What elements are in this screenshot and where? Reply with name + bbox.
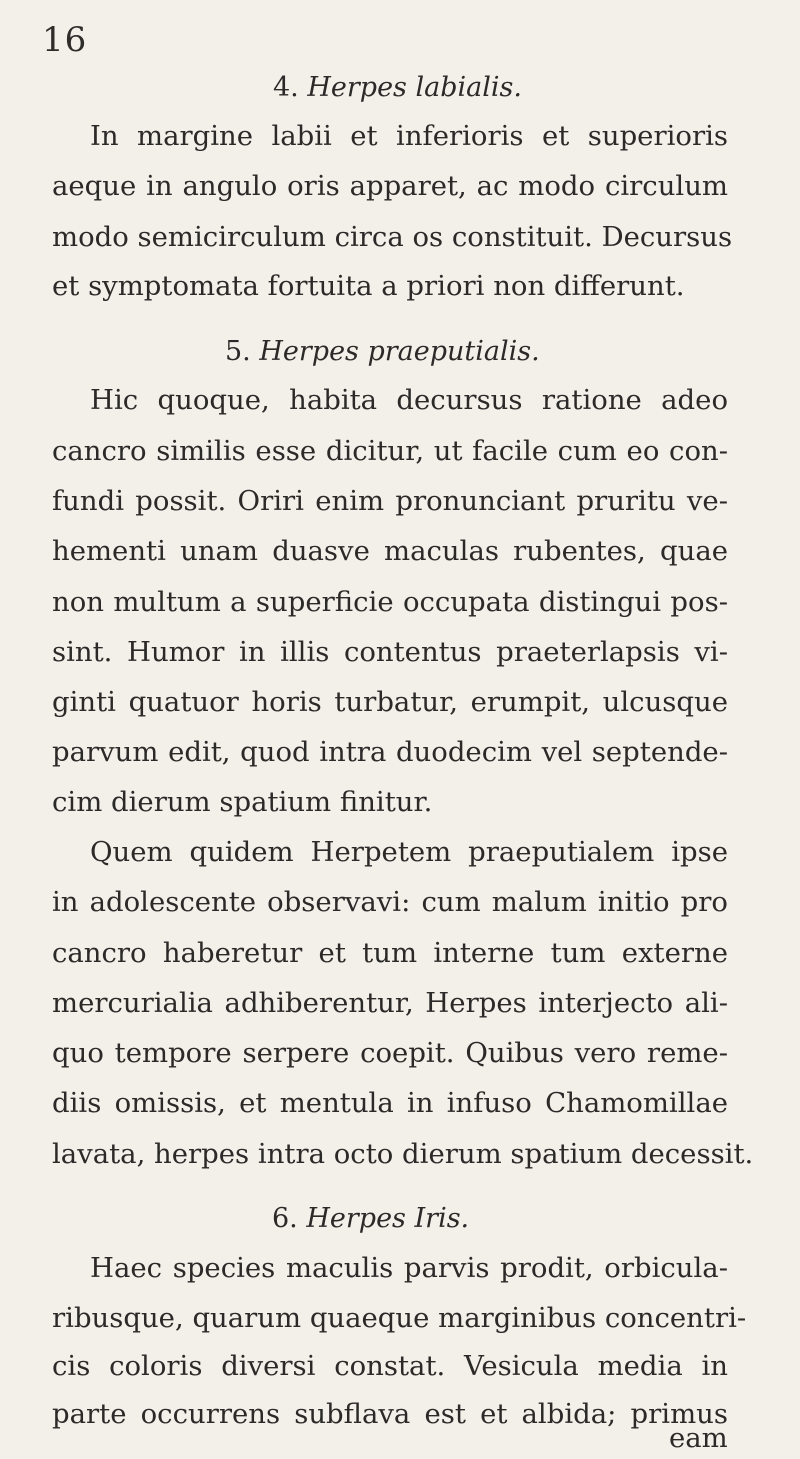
section-title: Herpes Iris. bbox=[306, 1203, 470, 1234]
text-line: non multum a superficie occupata distingui pos- bbox=[52, 586, 728, 618]
section-heading-5 bbox=[225, 336, 540, 367]
text-line: aeque in angulo oris apparet, ac modo circulum bbox=[52, 170, 728, 202]
text-line: Quem quidem Herpetem praeputialem ipse bbox=[90, 836, 728, 868]
text-line: ribusque, quarum quaeque marginibus concentri- bbox=[52, 1302, 747, 1334]
section-number: 4. bbox=[273, 72, 299, 103]
text-line: cim dierum spatium finitur. bbox=[52, 786, 433, 818]
section-number: 5. bbox=[225, 336, 251, 367]
text-line: quo tempore serpere coepit. Quibus vero reme- bbox=[52, 1037, 728, 1069]
text-line: cancro similis esse dicitur, ut facile cum eo con- bbox=[52, 435, 728, 467]
section-title: Herpes labialis. bbox=[307, 72, 522, 103]
section-heading-6 bbox=[272, 1203, 469, 1234]
text-line: Haec species maculis parvis prodit, orbicula- bbox=[90, 1252, 728, 1284]
text-line: sint. Humor in illis contentus praeterlapsis vi- bbox=[52, 636, 728, 668]
text-line: ginti quatuor horis turbatur, erumpit, ulcusque bbox=[52, 686, 728, 718]
text-line: parvum edit, quod intra duodecim vel septende- bbox=[52, 736, 728, 768]
section-heading-4 bbox=[273, 72, 522, 103]
text-line: mercurialia adhiberentur, Herpes interjecto ali- bbox=[52, 987, 728, 1019]
text-line: fundi possit. Oriri enim pronunciant pruritu ve- bbox=[52, 485, 728, 517]
text-line: hementi unam duasve maculas rubentes, quae bbox=[52, 535, 728, 567]
text-line: cancro haberetur et tum interne tum externe bbox=[52, 937, 728, 969]
section-title: Herpes praeputialis. bbox=[259, 336, 540, 367]
text-line: et symptomata fortuita a priori non differunt. bbox=[52, 270, 685, 302]
text-line: parte occurrens subflava est et albida; primus bbox=[52, 1398, 728, 1430]
catchword: eam bbox=[669, 1422, 728, 1454]
text-line: lavata, herpes intra octo dierum spatium decessit. bbox=[52, 1138, 754, 1170]
text-line: cis coloris diversi constat. Vesicula media in bbox=[52, 1350, 728, 1382]
text-line: In margine labii et inferioris et superioris bbox=[90, 120, 728, 152]
section-number: 6. bbox=[272, 1203, 298, 1234]
text-line: in adolescente observavi: cum malum initio pro bbox=[52, 886, 728, 918]
text-line: diis omissis, et mentula in infuso Chamomillae bbox=[52, 1087, 728, 1119]
page-number: 16 bbox=[42, 20, 88, 60]
text-line: modo semicirculum circa os constituit. Decursus bbox=[52, 221, 733, 253]
text-line: Hic quoque, habita decursus ratione adeo bbox=[90, 384, 728, 416]
